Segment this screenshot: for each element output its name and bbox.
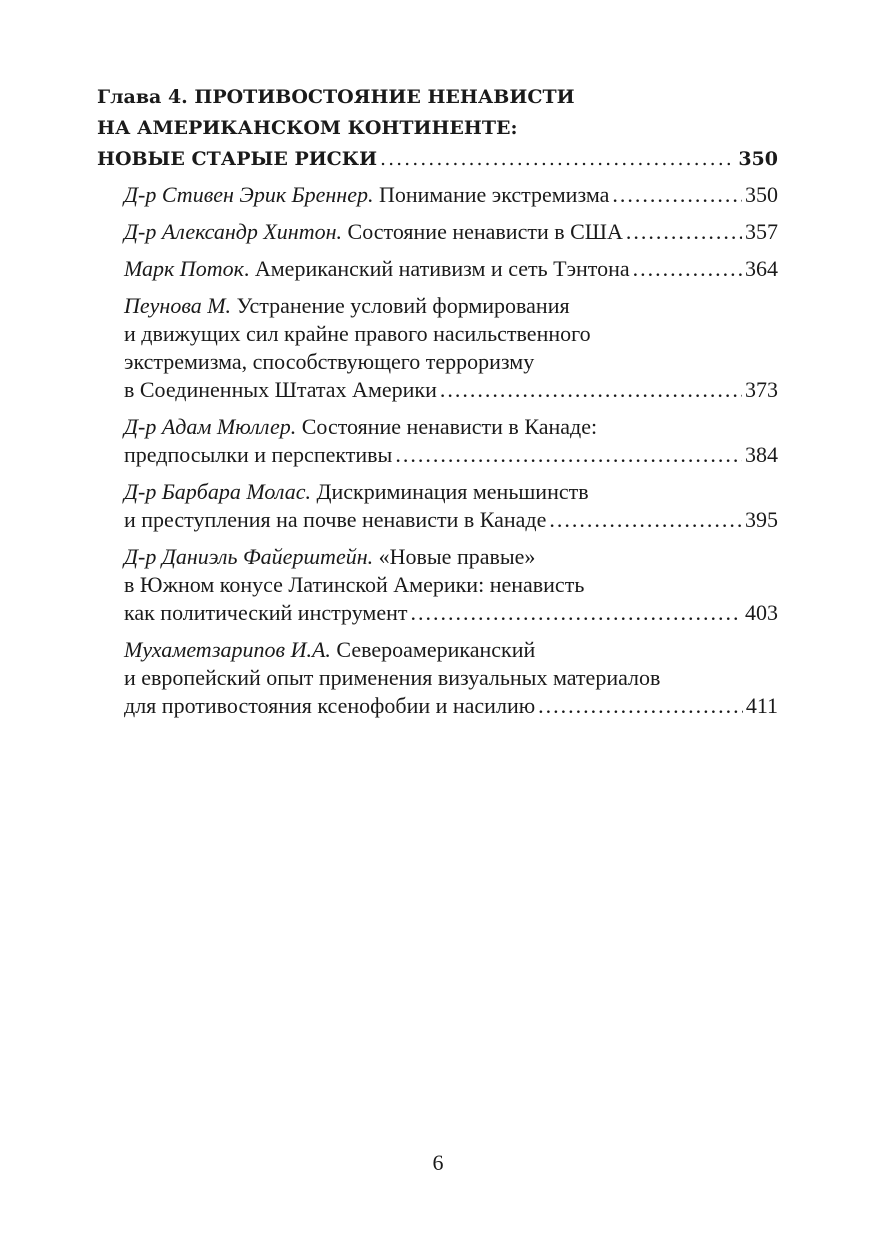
entry-title-line-2: предпосылки и перспективы bbox=[124, 442, 393, 467]
entry-title-line-3: как политический инструмент bbox=[124, 600, 408, 625]
toc-entry-feierstein bbox=[124, 543, 778, 627]
toc-entry-row bbox=[124, 181, 778, 209]
entry-author: Д-р Даниэль Файерштейн. bbox=[124, 544, 374, 569]
entry-page: 364 bbox=[745, 256, 778, 281]
entry-page: 350 bbox=[745, 182, 778, 207]
entry-title: Понимание экстремизма bbox=[378, 182, 610, 207]
entry-author: Д-р Адам Мюллер. bbox=[124, 414, 297, 439]
entry-title-line-2: и движущих сил крайне правого насильственного bbox=[124, 321, 591, 346]
leader-dots bbox=[549, 506, 742, 534]
entry-title-line-3: для противостояния ксенофобии и насилию bbox=[124, 693, 536, 718]
toc-entry-peunova bbox=[124, 292, 778, 404]
entry-author: Д-р Стивен Эрик Бреннер. bbox=[124, 182, 374, 207]
chapter-title-line-3: НОВЫЕ СТАРЫЕ РИСКИ bbox=[97, 148, 378, 170]
entry-page: 357 bbox=[745, 219, 778, 244]
toc-entry-row bbox=[124, 599, 778, 627]
entry-author: Марк Поток bbox=[124, 256, 244, 281]
leader-dots bbox=[633, 255, 742, 283]
entry-author: Мухаметзарипов И.А. bbox=[124, 637, 331, 662]
leader-dots bbox=[612, 181, 742, 209]
entry-page: 411 bbox=[745, 693, 778, 718]
toc-entry-row bbox=[124, 255, 778, 283]
toc-entry-row bbox=[124, 692, 778, 720]
toc-entry-hinton bbox=[124, 218, 778, 246]
entry-title-line-1: Североамериканский bbox=[336, 637, 536, 662]
toc-entry-row bbox=[124, 441, 778, 469]
toc-entry-potok bbox=[124, 255, 778, 283]
toc-entry-row bbox=[124, 506, 778, 534]
entry-title-line-3: экстремизма, способствующего терроризму bbox=[124, 349, 535, 374]
entry-title-line-1: Устранение условий формирования bbox=[236, 293, 570, 318]
entry-title-line-4: в Соединенных Штатах Америки bbox=[124, 377, 437, 402]
entry-page: 403 bbox=[745, 600, 778, 625]
entry-title: Состояние ненависти в США bbox=[347, 219, 623, 244]
entry-author: Д-р Александр Хинтон. bbox=[124, 219, 343, 244]
toc-entry-muller bbox=[124, 413, 778, 469]
leader-dots bbox=[380, 144, 735, 175]
entry-title: . Американский нативизм и сеть Тэнтона bbox=[243, 256, 630, 281]
toc-entry-molas bbox=[124, 478, 778, 534]
entry-page: 384 bbox=[745, 442, 778, 467]
entry-title-line-1: Состояние ненависти в Канаде: bbox=[301, 414, 598, 439]
page-number: 6 bbox=[432, 1150, 444, 1175]
toc-entry-mukhametzaripov bbox=[124, 636, 778, 720]
entry-author: Д-р Барбара Молас. bbox=[124, 479, 311, 504]
leader-dots bbox=[626, 218, 742, 246]
toc-entry-brenner bbox=[124, 181, 778, 209]
toc-entry-row bbox=[124, 376, 778, 404]
leader-dots bbox=[440, 376, 742, 404]
leader-dots bbox=[538, 692, 743, 720]
entry-title-line-1: «Новые правые» bbox=[378, 544, 536, 569]
table-of-contents bbox=[97, 82, 778, 729]
chapter-heading bbox=[97, 82, 778, 175]
entry-page: 395 bbox=[745, 507, 778, 532]
entry-title-line-2: в Южном конусе Латинской Америки: ненависть bbox=[124, 572, 585, 597]
entry-page: 373 bbox=[745, 377, 778, 402]
entry-title-line-2: и преступления на почве ненависти в Канаде bbox=[124, 507, 547, 532]
leader-dots bbox=[395, 441, 742, 469]
chapter-title-line-1: Глава 4. ПРОТИВОСТОЯНИЕ НЕНАВИСТИ bbox=[97, 86, 575, 108]
entry-author: Пеунова М. bbox=[124, 293, 232, 318]
toc-entry-row bbox=[124, 218, 778, 246]
leader-dots bbox=[411, 599, 743, 627]
entry-title-line-2: и европейский опыт применения визуальных материалов bbox=[124, 665, 661, 690]
chapter-page: 350 bbox=[738, 148, 778, 170]
chapter-title-row bbox=[97, 144, 778, 175]
entry-title-line-1: Дискриминация меньшинств bbox=[316, 479, 589, 504]
chapter-title-line-2: НА АМЕРИКАНСКОМ КОНТИНЕНТЕ: bbox=[97, 117, 518, 139]
